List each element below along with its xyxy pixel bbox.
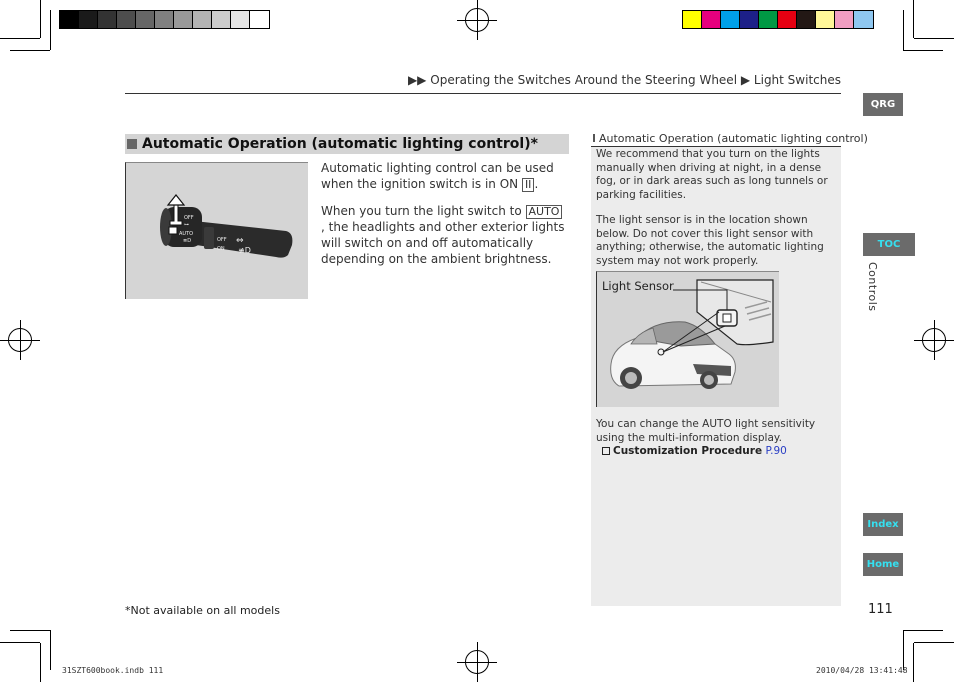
color-swatch [740,11,759,28]
sidebar-paragraph-1: We recommend that you turn on the lights manually when driving at night, in a dense fog, or in dark areas such as long tunnels or parking facilities. [596,148,828,201]
light-sensor-figure [596,271,779,407]
color-swatch [98,11,117,28]
para2-text: When you turn the light switch to [321,204,526,218]
customization-link[interactable]: Customization Procedure [613,445,763,457]
qrg-button[interactable]: QRG [863,93,903,116]
crop-mark [913,0,914,38]
color-swatch [816,11,835,28]
color-swatch [702,11,721,28]
breadcrumb [408,73,841,87]
sidebar-paragraph-3: You can change the AUTO light sensitivity using the multi-information display. [596,418,816,444]
index-button[interactable]: Index [863,513,903,536]
crop-mark [50,10,51,50]
crop-mark [903,630,904,670]
fig1-label-on: ON [217,246,225,252]
light-switch-figure [125,162,308,299]
fig1-label-auto: AUTO [179,231,194,237]
breadcrumb-link-switches[interactable]: Operating the Switches Around the Steering Wheel [430,73,738,87]
crop-mark [0,38,40,39]
ignition-key-label: II [522,178,535,192]
crop-mark [40,0,41,38]
car-light-sensor-icon [597,272,780,408]
footnote: *Not available on all models [125,604,280,617]
chapter-label: Controls [866,262,879,312]
color-swatch [759,11,778,28]
slug-filename: 31SZT600book.indb 111 [62,666,164,675]
page-number: 111 [868,602,893,617]
header-rule [125,93,841,94]
breadcrumb-current: Light Switches [753,73,841,87]
svg-text:≣D: ≣D [183,238,192,244]
color-swatch [721,11,740,28]
color-swatch [778,11,797,28]
color-swatch [174,11,193,28]
home-button[interactable]: Home [863,553,903,576]
para2-end: , the headlights and other exterior lights will switch on and off automatically depending on the ambient brightness. [321,220,565,266]
crop-mark [40,643,41,682]
gray-color-bar [59,10,270,29]
crop-mark [914,642,954,643]
note-icon [593,134,595,142]
section-heading [125,134,569,154]
registration-mark [457,642,497,682]
section-title: Automatic Operation (automatic lighting control)* [142,136,538,152]
page-link-90[interactable]: P.90 [765,445,787,457]
paragraph-auto [321,203,566,267]
svg-text:⊶: ⊶ [184,222,189,228]
color-swatch [155,11,174,28]
color-swatch [231,11,250,28]
auto-key-label: AUTO [526,205,563,219]
crop-mark [903,630,943,631]
para1-text: Automatic lighting control can be used when the ignition switch is in ON [321,161,554,191]
crop-mark [913,643,914,682]
fig1-label-off: OFF [184,215,194,221]
crop-mark [10,630,50,631]
crop-mark [0,642,40,643]
color-swatch [250,11,269,28]
color-swatch [60,11,79,28]
crop-mark [10,50,50,51]
toc-button[interactable]: TOC [863,233,915,256]
color-swatch [854,11,873,28]
process-color-bar [682,10,874,29]
registration-mark [0,320,40,360]
sidebar-paragraph-2: The light sensor is in the location shown below. Do not cover this light sensor with anything; otherwise, the automatic lighting system may not work properly. [596,214,824,267]
crop-mark [903,10,904,50]
breadcrumb-separator: ▶ [740,73,751,87]
color-swatch [683,11,702,28]
paragraph-ignition [321,160,566,192]
breadcrumb-arrows: ▶▶ [407,73,427,87]
light-switch-lever-icon [126,163,309,300]
color-swatch [79,11,98,28]
registration-mark [914,320,954,360]
crop-mark [903,50,943,51]
svg-text:≢D: ≢D [238,246,251,255]
registration-mark [457,0,497,40]
slug-timestamp: 2010/04/28 13:41:48 [816,666,908,675]
color-swatch [193,11,212,28]
light-sensor-label: Light Sensor [602,279,674,293]
square-bullet-icon [127,139,137,149]
crop-mark [914,38,954,39]
color-swatch [117,11,136,28]
crop-mark [50,630,51,670]
color-swatch [212,11,231,28]
sidebar-heading [591,130,868,147]
color-swatch [797,11,816,28]
para1-end: . [534,177,539,191]
svg-text:⇔: ⇔ [236,236,244,246]
sidebar-title: Automatic Operation (automatic lighting control) [599,131,868,145]
fig1-label-off2: OFF [217,237,227,243]
color-swatch [835,11,854,28]
customization-reference [602,445,787,457]
color-swatch [136,11,155,28]
reference-arrow-icon [602,447,610,455]
